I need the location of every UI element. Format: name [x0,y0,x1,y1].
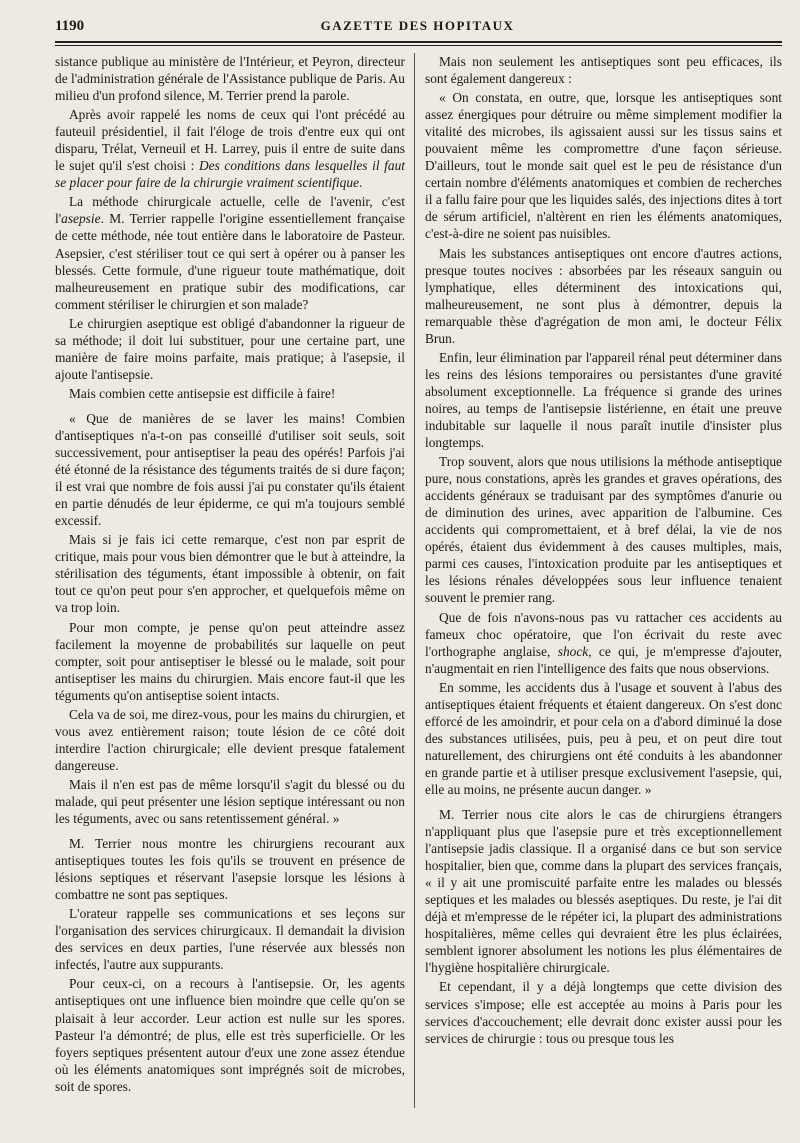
paragraph [55,385,405,402]
paragraph-text: L'orateur rappelle ses communications et ses leçons sur l'organisation des services chirurgicaux. Il demandait la division des services en deux parties, l'une réservée aux blessés non infectés, l'autre aux suppurants. [55,906,405,973]
paragraph-text: Pour mon compte, je pense qu'on peut atteindre assez facilement la moyenne de probabilités sur laquelle on peut compter, soit pour antiseptiser le blessé ou le malade, soit pour antiseptiser les mains du chirurgien. Mais encore faut-il que les téguments qu'on antiseptise soient intacts. [55,619,405,703]
journal-title: GAZETTE DES HOPITAUX [320,18,515,33]
paragraph-text: En somme, les accidents dus à l'usage et souvent à l'abus des antiseptiques étaient fréquents et étaient dangereux. On s'est donc efforcé de les amoindrir, et pour cela on a d'abord diminué la dose des substances utilisées, puis, peu à peu, et on peut dire tout naturellement, des chirurgiens ont été conduits à les abandonner en grande partie et à utiliser presque exclusivement l'asepsie, qui, elle au moins, ne présente aucun danger. » [425,679,782,797]
paragraph [55,776,405,827]
paragraph [55,410,405,529]
header-rule-thick [55,41,782,43]
paragraph [425,89,782,242]
paragraph-text: Mais combien cette antisepsie est difficile à faire! [69,385,336,401]
italic-text: Des conditions dans lesquelles il faut se placer pour faire de la chirurgie vraiment scientifique [55,158,405,191]
paragraph-text: Pour ceux-ci, on a recours à l'antisepsie. Or, les agents antiseptiques ont une influence bien moindre que celle qu'on se plaisait à leur accorder. Leur action est nulle sur les spores. Pasteur l'a démontré; de plus, elle est très superficielle. Or les foyers septiques présentent autour d'eux une zone assez étendue où les éléments anatomiques sont imprégnés soit de microbes, soit de spores. [55,976,405,1094]
paragraph-text: Enfin, leur élimination par l'appareil rénal peut déterminer dans les reins des lésions temporaires ou persistantes d'une gravité absolument exceptionnelle. La fréquence si grande des urines noires, au temps de l'antisepsie listérienne, en était une preuve indubitable sur laquelle il nous paraît inutile d'insister plus longtemps. [425,349,782,451]
paragraph [55,975,405,1094]
paragraph-text: M. Terrier nous cite alors le cas de chirurgiens étrangers n'appliquant plus que l'asepsie pure et très exceptionnellement l'antisepsie jadis classique. Il a organisé dans ce but son service hospitalier, bien que, comme dans la plupart des services français, « il y ait une promiscuité parfaite entre les malades ou blessés septiques et les malades ou blessés aseptiques. Du reste, je l'ai dit déjà et m'empresse de le répéter ici, la plupart des administrations hospitalières, même celles qui devraient être les plus éclairées, semblent ignorer absolument les notions les plus élémentaires de l'hygiène hospitalière chirurgicale. [425,807,782,976]
paragraph [55,315,405,383]
right-column [425,53,782,1049]
paragraph [425,453,782,606]
paragraph [55,706,405,774]
paragraph-text: sistance publique au ministère de l'Intérieur, et Peyron, directeur de l'administration générale de l'Assistance publique de Paris. Au milieu d'un profond silence, M. Terrier prend la parole. [55,54,405,104]
paragraph-text: La méthode chirurgicale actuelle, celle de l'avenir, c'est l' [55,194,405,227]
paragraph [425,349,782,451]
paragraph [55,193,405,312]
paragraph-text: . M. Terrier rappelle l'origine essentiellement française de cette méthode, née tout entière dans le laboratoire de Pasteur. Asepsier, c'est stériliser tout ce qui sert à opérer ou à panser les blessés. Cette formule, d'une rigueur toute mathématique, doit malheureusement en pratique subir des modifications, car comment stériliser le chirurgien et son malade? [55,211,405,312]
paragraph [55,531,405,616]
paragraph-text: Que de fois n'avons-nous pas vu rattacher ces accidents au fameux choc opératoire, que l'on écrivait du reste avec l'orthographe anglaise, [425,609,782,659]
paragraph [55,106,405,191]
paragraph-text: , ce qui, je m'empresse d'ajouter, n'augmentait en rien l'intelligence des faits que nous observions. [425,643,783,676]
left-column [55,53,405,1097]
paragraph-text: M. Terrier nous montre les chirurgiens recourant aux antiseptiques toutes les fois qu'ils se trouvent en présence de lésions septiques et réservant l'asepsie lorsque les lésions à combattre ne sont pas septiques. [55,836,405,903]
paragraph [55,619,405,704]
paragraph [425,978,782,1046]
italic-text: asepsie [61,211,101,227]
paragraph [425,609,782,677]
paragraph [425,679,782,798]
paragraph-text: Trop souvent, alors que nous utilisions la méthode antiseptique pure, nous constations, après les grandes et graves opérations, des accidents généraux se traduisant par des symptômes d'anurie ou de diminution des urines, avec apparition de l'albumine. Ces accidents qui compromettaient, et à bref délai, la vie de nos opérés, étaient dus évidemment à des causes multiples, mais, parmi ces causes, l'intoxication produite par les antiseptiques et les lésions rénales développées sous leur influence tenaient souvent le premier rang. [425,454,782,606]
paragraph [55,905,405,973]
column-divider [414,53,415,1108]
paragraph [425,806,782,976]
paragraph-text: Et cependant, il y a déjà longtemps que cette division des services s'impose; elle est acceptée au moins à Paris pour les services d'accouchement; elle devrait donc exister aussi pour les services de chirurgie : tous ou presque tous les [425,979,782,1046]
paragraph [425,53,782,87]
paragraph-text: « On constata, en outre, que, lorsque les antiseptiques sont assez énergiques pour détruire ou même simplement modifier la vitalité des microbes, ils agissaient aussi sur les tissus sains et pouvaient même les compromettre d'une façon sérieuse. D'ailleurs, tout le monde sait quel est le peu de résistance d'un certain nombre d'éléments anatomiques et combien de recherches il a fallu faire pour que les liquides salés, des injections dites à tort de sérum artificiel, n'altèrent en rien les éléments anatomiques, c'est-à-dire ne soient pas nuisibles. [425,90,782,242]
paragraph-text: . [358,175,363,191]
paragraph-text: Mais les substances antiseptiques ont encore d'autres actions, presque toutes nocives : absorbées par les réseaux sanguin ou lymphatique, elles déterminent des intoxications qui, malheureusement, ne sont plus à démontrer, depuis la remarquable thèse d'agrégation de mon ami, le docteur Félix Brun. [425,245,782,346]
paragraph-text: Le chirurgien aseptique est obligé d'abandonner la rigueur de sa méthode; il doit lui substituer, pour une certaine part, une manière de faire moins parfaite, mais pratique; à l'asepsie, il ajoute l'antisepsie. [55,315,405,382]
paragraph [55,53,405,104]
paragraph-text: Après avoir rappelé les noms de ceux qui l'ont précédé au fauteuil présidentiel, il fait l'éloge de trois d'entre eux qui ont disparu, Trélat, Verneuil et H. Larrey, puis il entre de suite dans le sujet qu'il s'est choisi : [55,107,405,174]
header-rule-thin [55,45,782,46]
paragraph [425,245,782,347]
paragraph-text: « Que de manières de se laver les mains! Combien d'antiseptiques n'a-t-on pas conseillé d'utiliser soit seuls, soit successivement, pour antiseptiser la peau des opérés! Parfois j'ai été étonné de la résistance des téguments traités de si dure façon; il est vrai que nombre de fois aussi j'ai pu constater qu'ils étaient en partie dénudés de leur épiderme, ce qui m'a toujours semblé excessif. [55,410,405,529]
paragraph-text: Mais il n'en est pas de même lorsqu'il s'agit du blessé ou du malade, qui peut présenter une lésion septique intéressant ou non les téguments, avec ou sans retentissement général. » [55,776,405,827]
page-header [55,14,780,38]
page-number: 1190 [55,18,85,34]
paragraph-text: Mais si je fais ici cette remarque, c'est non par esprit de critique, mais pour vous bien démontrer que le but à atteindre, la stérilisation des téguments, étant impossible à obtenir, on fait tout ce qu'on peut pour s'en approcher, et quelquefois même on va trop loin. [55,532,405,616]
paragraph-text: Mais non seulement les antiseptiques sont peu efficaces, ils sont également dangereux : [425,54,782,87]
paragraph [55,835,405,903]
paragraph-text: Cela va de soi, me direz-vous, pour les mains du chirurgien, et vous avez entièrement raison; toute lésion de ce côté doit interdire l'action chirurgicale; elle devient presque fatalement dangereuse. [55,706,405,773]
italic-text: shock [557,643,589,659]
